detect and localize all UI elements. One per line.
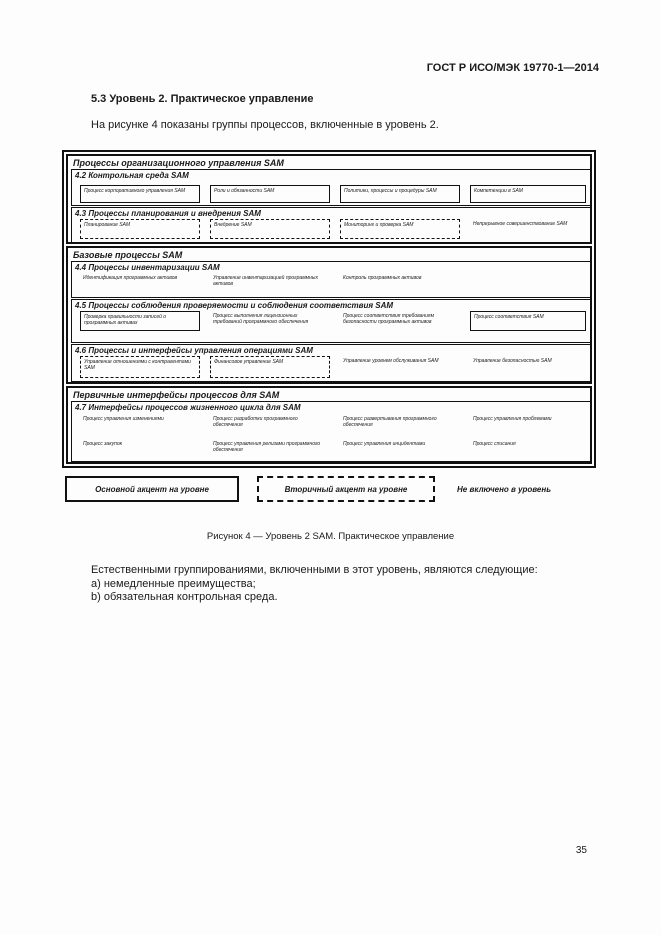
process-item: Управление отношениями с контрагентами SAM [80, 356, 200, 378]
legend-not-included: Не включено в уровень [457, 484, 551, 494]
figure-frame [62, 150, 596, 468]
process-item: Процесс разработки программного обеспечения [213, 416, 298, 428]
standard-header: ГОСТ Р ИСО/МЭК 19770-1—2014 [426, 62, 599, 74]
group-primary-interfaces [66, 386, 592, 464]
process-item: Процесс развертывания программного обеспечения [343, 416, 437, 428]
subgroup-title: 4.6 Процессы и интерфейсы управления операциями SAM [75, 346, 313, 355]
process-item: Идентификация программных активов [83, 275, 178, 281]
list-item: a) немедленные преимущества; [91, 577, 256, 590]
process-item: Процесс соответствия SAM [470, 311, 586, 331]
process-item: Управление уровнем обслуживания SAM [343, 358, 439, 364]
process-item: Внедрение SAM [210, 219, 330, 239]
process-item: Процесс соответствия требованиям безопасности программных активов [343, 313, 435, 325]
process-item: Процесс списания [473, 441, 516, 447]
process-item: Процесс управления изменениями [83, 416, 164, 422]
subgroup-4-5 [71, 299, 591, 343]
process-item: Процесс управления проблемами [473, 416, 552, 422]
paragraph-line: Естественными группированиями, включенными в этот уровень, являются следующие: [91, 564, 538, 576]
process-item: Процесс выполнения лицензионных требований программного обеспечения [213, 313, 309, 325]
process-item: Управление инвентаризацией программных активов [213, 275, 318, 287]
process-item: Процесс корпоративного управления SAM [80, 185, 200, 203]
process-item: Процесс управления релизами программного обеспечения [213, 441, 321, 453]
body-paragraph [91, 564, 538, 605]
process-item: Процесс закупок [83, 441, 122, 447]
group-organizational [66, 154, 592, 244]
group-title: Первичные интерфейсы процессов для SAM [73, 390, 280, 400]
figure-caption: Рисунок 4 — Уровень 2 SAM. Практическое управление [206, 531, 455, 542]
process-item: Компетенции в SAM [470, 185, 586, 203]
process-item: Роли и обязанности SAM [210, 185, 330, 203]
subgroup-4-7 [71, 401, 591, 462]
process-item: Финансовое управление SAM [210, 356, 330, 378]
process-item: Проверка правильности записей о программных активах [80, 311, 200, 331]
process-item: Непрерывное совершенствование SAM [473, 221, 568, 227]
intro-text: На рисунке 4 показаны группы процессов, включенные в уровень 2. [91, 119, 439, 131]
subgroup-4-6 [71, 344, 591, 382]
subgroup-title: 4.7 Интерфейсы процессов жизненного цикла для SAM [75, 403, 301, 412]
section-title: 5.3 Уровень 2. Практическое управление [91, 93, 314, 105]
subgroup-title: 4.4 Процессы инвентаризации SAM [75, 263, 220, 272]
legend-primary-focus: Основной акцент на уровне [65, 476, 239, 502]
group-title: Процессы организационного управления SAM [73, 158, 284, 168]
subgroup-title: 4.5 Процессы соблюдения проверяемости и соблюдения соответствия SAM [75, 301, 394, 310]
process-item: Мониторинг и проверка SAM [340, 219, 460, 239]
subgroup-4-4 [71, 261, 591, 298]
subgroup-title: 4.2 Контрольная среда SAM [75, 171, 189, 180]
group-core [66, 246, 592, 384]
process-item: Управление безопасностью SAM [473, 358, 552, 364]
subgroup-title: 4.3 Процессы планирования и внедрения SAM [75, 209, 261, 218]
group-title: Базовые процессы SAM [73, 250, 183, 260]
process-item: Политики, процессы и процедуры SAM [340, 185, 460, 203]
process-item: Контроль программных активов [343, 275, 422, 281]
process-item: Планирование SAM [80, 219, 200, 239]
subgroup-4-3 [71, 207, 591, 243]
subgroup-4-2 [71, 169, 591, 206]
list-item: b) обязательная контрольная среда. [91, 591, 278, 603]
process-item: Процесс управления инцидентами [343, 441, 426, 447]
page-number: 35 [575, 845, 587, 856]
legend-secondary-focus: Вторичный акцент на уровне [257, 476, 435, 502]
